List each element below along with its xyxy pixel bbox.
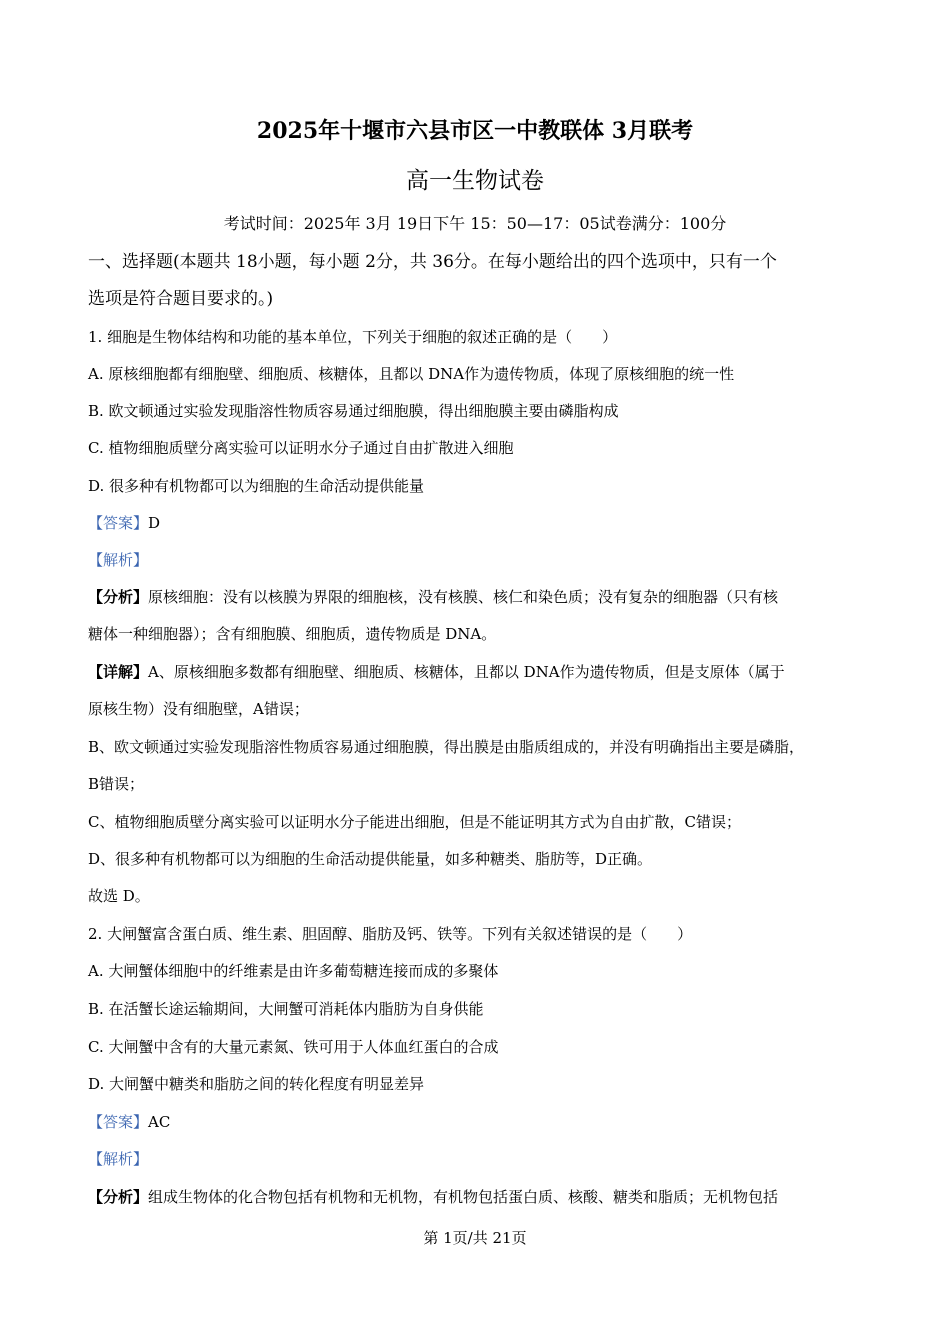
exam-subtitle: 高一生物试卷 [406,168,544,194]
q2-option-d: D. 大闸蟹中糖类和脂肪之间的转化程度有明显差异 [88,1075,425,1093]
exam-title: 2025年十堰市六县市区一中教联体 3月联考 [256,118,694,144]
q1-fenxi-line2: 糖体一种细胞器）；含有细胞膜、细胞质，遗传物质是 DNA。 [88,625,497,643]
answer-value: AC [148,1113,171,1131]
q1-xiangjie-line3: B、欧文顿通过实验发现脂溶性物质容易通过细胞膜，得出膜是由脂质组成的，并没有明确指出主要是磷脂， [88,738,805,756]
fenxi-text: 原核细胞：没有以核膜为界限的细胞核，没有核膜、核仁和染色质；没有复杂的细胞器（只有核 [148,588,779,606]
q1-xiangjie-line4: B错误； [88,775,145,793]
section-heading-line1: 一、选择题(本题共 18小题，每小题 2分，共 36分。在每小题给出的四个选项中，只有一个 [88,252,777,272]
fenxi-text: 组成生物体的化合物包括有机物和无机物，有机物包括蛋白质、核酸、糖类和脂质；无机物包括 [148,1188,779,1206]
q2-option-a: A. 大闸蟹体细胞中的纤维素是由许多葡萄糖连接而成的多聚体 [88,962,499,980]
fenxi-tag: 【分析】 [88,588,149,606]
exam-info: 考试时间：2025年 3月 19日下午 15：50—17：05试卷满分：100分 [223,214,727,233]
q1-xiangjie-line1 [88,662,870,682]
q1-option-b: B. 欧文顿通过实验发现脂溶性物质容易通过细胞膜，得出细胞膜主要由磷脂构成 [88,402,619,420]
q1-option-c: C. 植物细胞质壁分离实验可以证明水分子通过自由扩散进入细胞 [88,439,514,457]
q1-stem: 1. 细胞是生物体结构和功能的基本单位，下列关于细胞的叙述正确的是（ ） [88,328,618,346]
answer-tag: 【答案】 [88,514,149,532]
q1-option-d: D. 很多种有机物都可以为细胞的生命活动提供能量 [88,477,425,495]
q2-option-b: B. 在活蟹长途运输期间，大闸蟹可消耗体内脂肪为自身供能 [88,1000,484,1018]
q2-fenxi-line1 [88,1187,870,1207]
q1-xiangjie-line2: 原核生物）没有细胞壁，A错误； [88,700,309,718]
q1-fenxi-line1 [88,587,870,607]
q2-stem: 2. 大闸蟹富含蛋白质、维生素、胆固醇、脂肪及钙、铁等。下列有关叙述错误的是（ ） [88,925,693,943]
q2-analysis-tag: 【解析】 [88,1150,149,1168]
q1-xiangjie-line6: D、很多种有机物都可以为细胞的生命活动提供能量，如多种糖类、脂肪等，D正确。 [88,850,653,868]
fenxi-tag: 【分析】 [88,1188,149,1206]
q1-choose: 故选 D。 [88,887,150,905]
page-footer: 第 1页/共 21页 [423,1229,527,1247]
q1-xiangjie-line5: C、植物细胞质壁分离实验可以证明水分子能进出细胞，但是不能证明其方式为自由扩散，C错误； [88,813,741,831]
xiangjie-text: A、原核细胞多数都有细胞壁、细胞质、核糖体，且都以 DNA作为遗传物质，但是支原体（属于 [148,663,785,681]
q1-option-a: A. 原核细胞都有细胞壁、细胞质、核糖体，且都以 DNA作为遗传物质，体现了原核细胞的统一性 [88,365,735,383]
q1-analysis-tag: 【解析】 [88,551,149,569]
answer-tag: 【答案】 [88,1113,149,1131]
q1-answer [88,513,870,533]
xiangjie-tag: 【详解】 [88,663,149,681]
answer-value: D [148,514,161,532]
section-heading-line2: 选项是符合题目要求的。) [88,289,274,309]
q2-answer [88,1112,870,1132]
q2-option-c: C. 大闸蟹中含有的大量元素氮、铁可用于人体血红蛋白的合成 [88,1038,499,1056]
